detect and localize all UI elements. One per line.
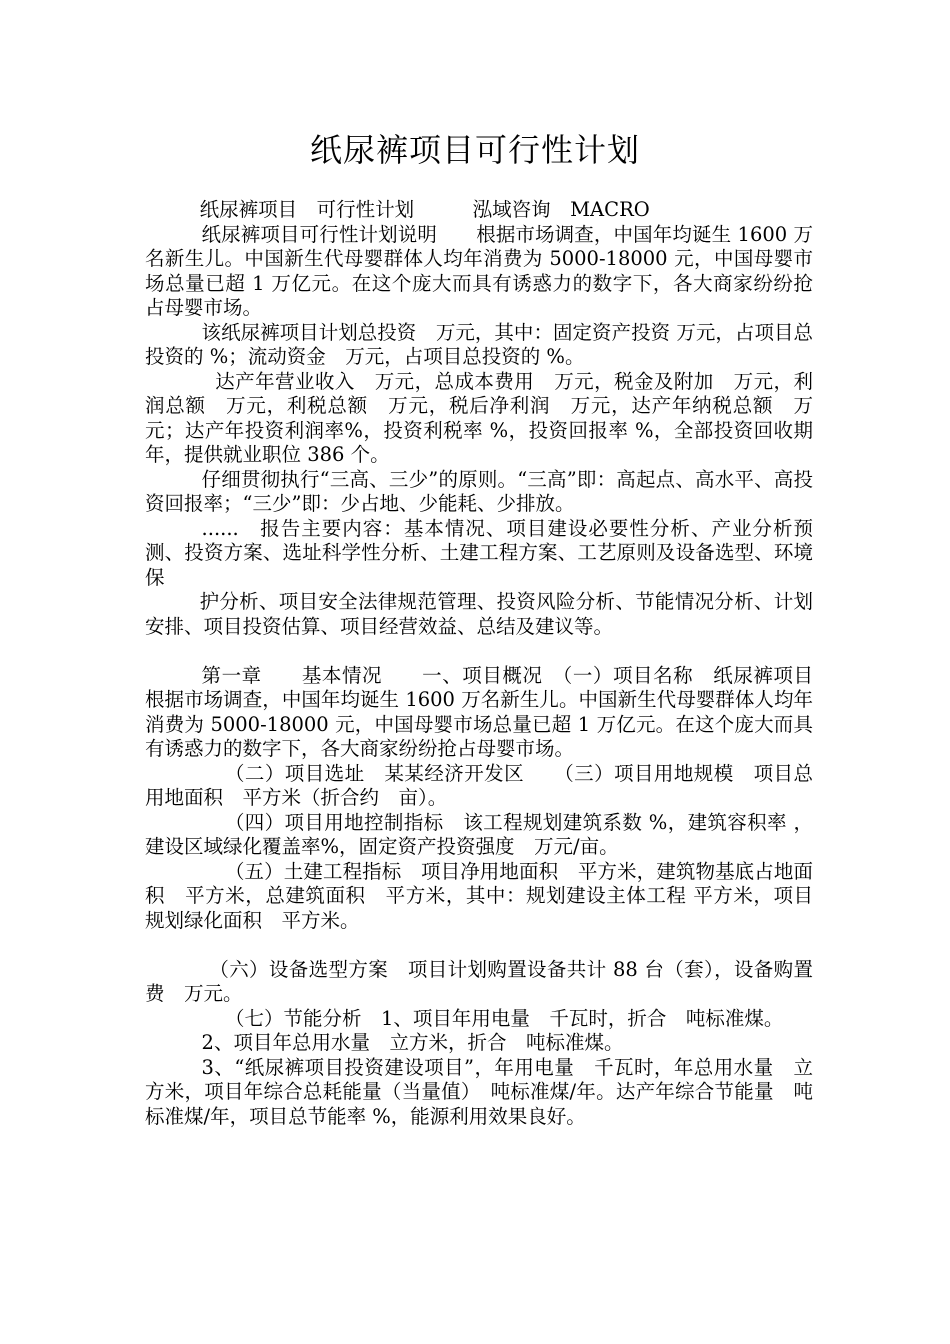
paragraph-energy: （七）节能分析 1、项目年用电量 千瓦时，折合 吨标准煤。 [224,1006,784,1030]
paragraph-construction: （五）土建工程指标 项目净用地面积 平方米，建筑物基底占地面积 平方米，总建筑面积 平方米，其中：规划建设主体工程 平方米，项目规划绿化面积 平方米。 [145,859,813,932]
paragraph-land-control: （四）项目用地控制指标 该工程规划建筑系数 %，建筑容积率 ，建设区域绿化覆盖率%，固定资产投资强度 万元/亩。 [145,810,813,858]
blank-line [145,639,813,664]
paragraph-report-contents-cont: 护分析、项目安全法律规范管理、投资风险分析、节能情况分析、计划安排、项目投资估算、项目经营效益、总结及建议等。 [145,590,813,638]
paragraph-energy-summary: 3、“纸尿裤项目投资建设项目”，年用电量 千瓦时，年总用水量 立方米，项目年综合总耗能量（当量值） 吨标准煤/年。达产年综合节能量 吨标准煤/年，项目总节能率 %，能源利用效果良好。 [145,1055,813,1128]
paragraph-chapter-one: 第一章 基本情况 一、项目概况 （一）项目名称 纸尿裤项目 根据市场调查，中国年均诞生 1600 万名新生儿。中国新生代母婴群体人均年消费为 5000-18000 元，中国母婴市场总量已超 1 万亿元。在这个庞大而具有诱惑力的数字下，各大商家纷纷抢占母婴市场。 [145,663,833,760]
paragraph-equipment: （六）设备选型方案 项目计划购置设备共计 88 台（套），设备购置费 万元。 [145,957,813,1005]
document-body [145,198,833,1129]
paragraph-intro: 纸尿裤项目可行性计划说明 根据市场调查，中国年均诞生 1600 万名新生儿。中国新生代母婴群体人均年消费为 5000-18000 元，中国母婴市场总量已超 1 万亿元。在这个庞大而具有诱惑力的数字下，各大商家纷纷抢占母婴市场。 [145,222,813,319]
blank-line [145,933,813,958]
paragraph-revenue: 达产年营业收入 万元，总成本费用 万元，税金及附加 万元，利润总额 万元，利税总额 万元，税后净利润 万元，达产年纳税总额 万元；达产年投资利润率%，投资利税率 %，投资回报率 %，全部投资回收期 年，提供就业职位 386 个。 [145,369,813,466]
paragraph-principles: 仔细贯彻执行“三高、三少”的原则。“三高”即：高起点、高水平、高投资回报率；“三少”即：少占地、少能耗、少排放。 [145,467,813,515]
header-line: 纸尿裤项目 可行性计划 泓域咨询 MACRO [199,198,650,221]
paragraph-water: 2、项目年总用水量 立方米，折合 吨标准煤。 [201,1031,624,1054]
paragraph-report-contents: ...... 报告主要内容：基本情况、项目建设必要性分析、产业分析预测、投资方案、选址科学性分析、土建工程方案、工艺原则及设备选型、环境保 [145,516,813,589]
document-title: 纸尿裤项目可行性计划 [309,131,640,169]
paragraph-site: （二）项目选址 某某经济开发区 （三）项目用地规模 项目总用地面积 平方米（折合约 亩）。 [145,761,813,809]
paragraph-investment: 该纸尿裤项目计划总投资 万元，其中：固定资产投资 万元，占项目总投资的 %；流动资金 万元，占项目总投资的 %。 [145,320,813,368]
